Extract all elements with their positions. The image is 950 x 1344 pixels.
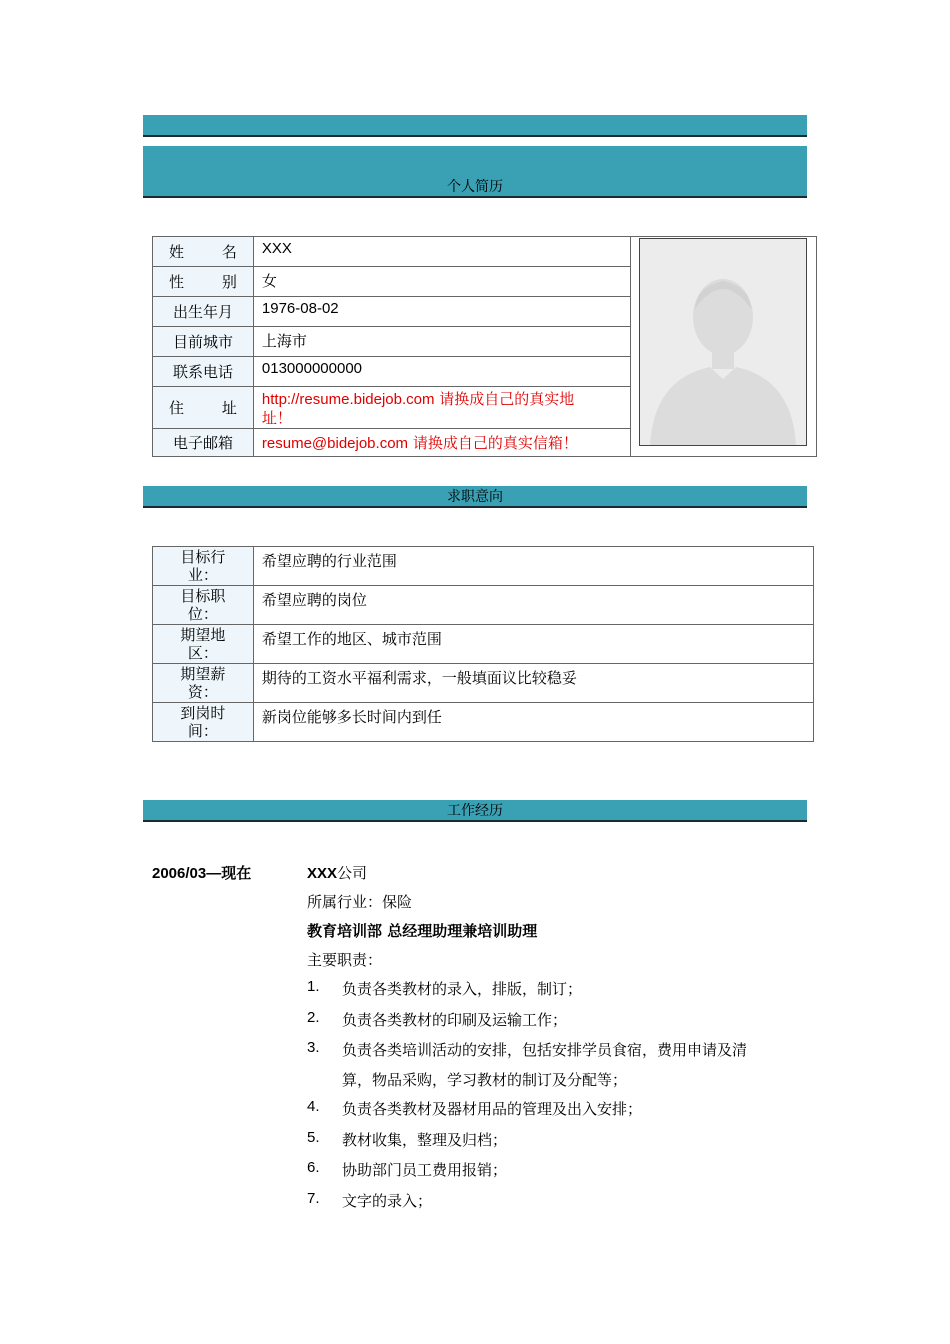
duty-number: 7. (307, 1190, 320, 1207)
intent-salary-value: 期待的工资水平福利需求，一般填面议比较稳妥 (253, 664, 813, 703)
email-note: 请换成自己的真实信箱！ (412, 434, 578, 452)
duty-text: 负责各类教材的印刷及运输工作； (342, 1011, 568, 1029)
work-period: 2006/03—现在 (152, 865, 252, 882)
address-link[interactable]: http://resume.bidejob.com (261, 391, 435, 408)
work-section-title: 工作经历 (447, 803, 503, 819)
duty-text: 协助部门员工费用报销； (342, 1161, 508, 1179)
intent-label-industry: 目标行 (180, 548, 226, 566)
company-name-suffix: 公司 (337, 864, 368, 882)
intent-position-value: 希望应聘的岗位 (253, 586, 813, 625)
person-silhouette-icon (640, 239, 806, 445)
duty-number: 5. (307, 1129, 320, 1146)
label-address-1: 住 (169, 399, 185, 417)
duty-text: 文字的录入； (342, 1192, 433, 1210)
duty-number: 6. (307, 1159, 320, 1176)
phone-value: 013000000000 (253, 357, 631, 387)
top-divider-bar (143, 115, 807, 137)
label-name-2: 名 (221, 243, 237, 261)
resume-title-bar (143, 146, 807, 198)
address-note: 请换成自己的真实地 (439, 390, 575, 408)
duty-text-cont: 算，物品采购，学习教材的制订及分配等； (342, 1071, 628, 1089)
intent-section-title: 求职意向 (447, 489, 503, 505)
duty-number: 1. (307, 978, 320, 995)
duty-text: 教材收集，整理及归档； (342, 1131, 508, 1149)
industry-text: 所属行业：保险 (307, 893, 413, 911)
intent-label-industry-cont: 业： (187, 566, 218, 584)
name-value: XXX (253, 237, 631, 267)
intent-label-start-cont: 间： (187, 722, 218, 740)
intent-industry-value: 希望应聘的行业范围 (253, 547, 813, 586)
label-city: 目前城市 (153, 327, 254, 357)
page-title: 个人简历 (447, 179, 503, 195)
intent-label-region-cont: 区： (187, 644, 218, 662)
address-note-cont: 址！ (261, 409, 292, 427)
birth-value: 1976-08-02 (253, 297, 631, 327)
intent-table (152, 546, 814, 742)
label-address-2: 址 (221, 399, 237, 417)
duty-number: 3. (307, 1039, 320, 1056)
duty-text: 负责各类培训活动的安排，包括安排学员食宿，费用申请及清 (342, 1041, 748, 1059)
avatar-placeholder (639, 238, 807, 446)
label-birth: 出生年月 (153, 297, 254, 327)
position-text: 教育培训部 总经理助理兼培训助理 (307, 922, 538, 940)
work-section-bar (143, 800, 807, 822)
intent-label-region: 期望地 (180, 626, 226, 644)
intent-start-value: 新岗位能够多长时间内到任 (253, 703, 813, 742)
personal-info-table (152, 236, 817, 457)
intent-region-value: 希望工作的地区、城市范围 (253, 625, 813, 664)
label-gender-1: 性 (169, 273, 185, 291)
intent-label-salary: 期望薪 (180, 665, 226, 683)
label-gender-2: 别 (221, 273, 237, 291)
label-phone: 联系电话 (153, 357, 254, 387)
intent-label-position: 目标职 (180, 587, 226, 605)
company-name-prefix: XXX (307, 865, 338, 882)
email-link[interactable]: resume@bidejob.com (261, 435, 409, 452)
intent-label-start: 到岗时 (180, 704, 226, 722)
label-email: 电子邮箱 (153, 429, 254, 457)
city-value: 上海市 (253, 327, 631, 357)
duty-text: 负责各类教材及器材用品的管理及出入安排； (342, 1100, 643, 1118)
email-value (253, 429, 631, 457)
company-name (307, 862, 367, 883)
duty-number: 2. (307, 1009, 320, 1026)
duties-label: 主要职责： (307, 951, 383, 969)
address-value (253, 387, 631, 429)
duty-text: 负责各类教材的录入，排版，制订； (342, 980, 583, 998)
intent-section-bar (143, 486, 807, 508)
intent-label-salary-cont: 资： (187, 683, 218, 701)
photo-cell (631, 237, 817, 457)
gender-value: 女 (253, 267, 631, 297)
label-name-1: 姓 (169, 243, 185, 261)
intent-label-position-cont: 位： (187, 605, 218, 623)
duty-number: 4. (307, 1098, 320, 1115)
